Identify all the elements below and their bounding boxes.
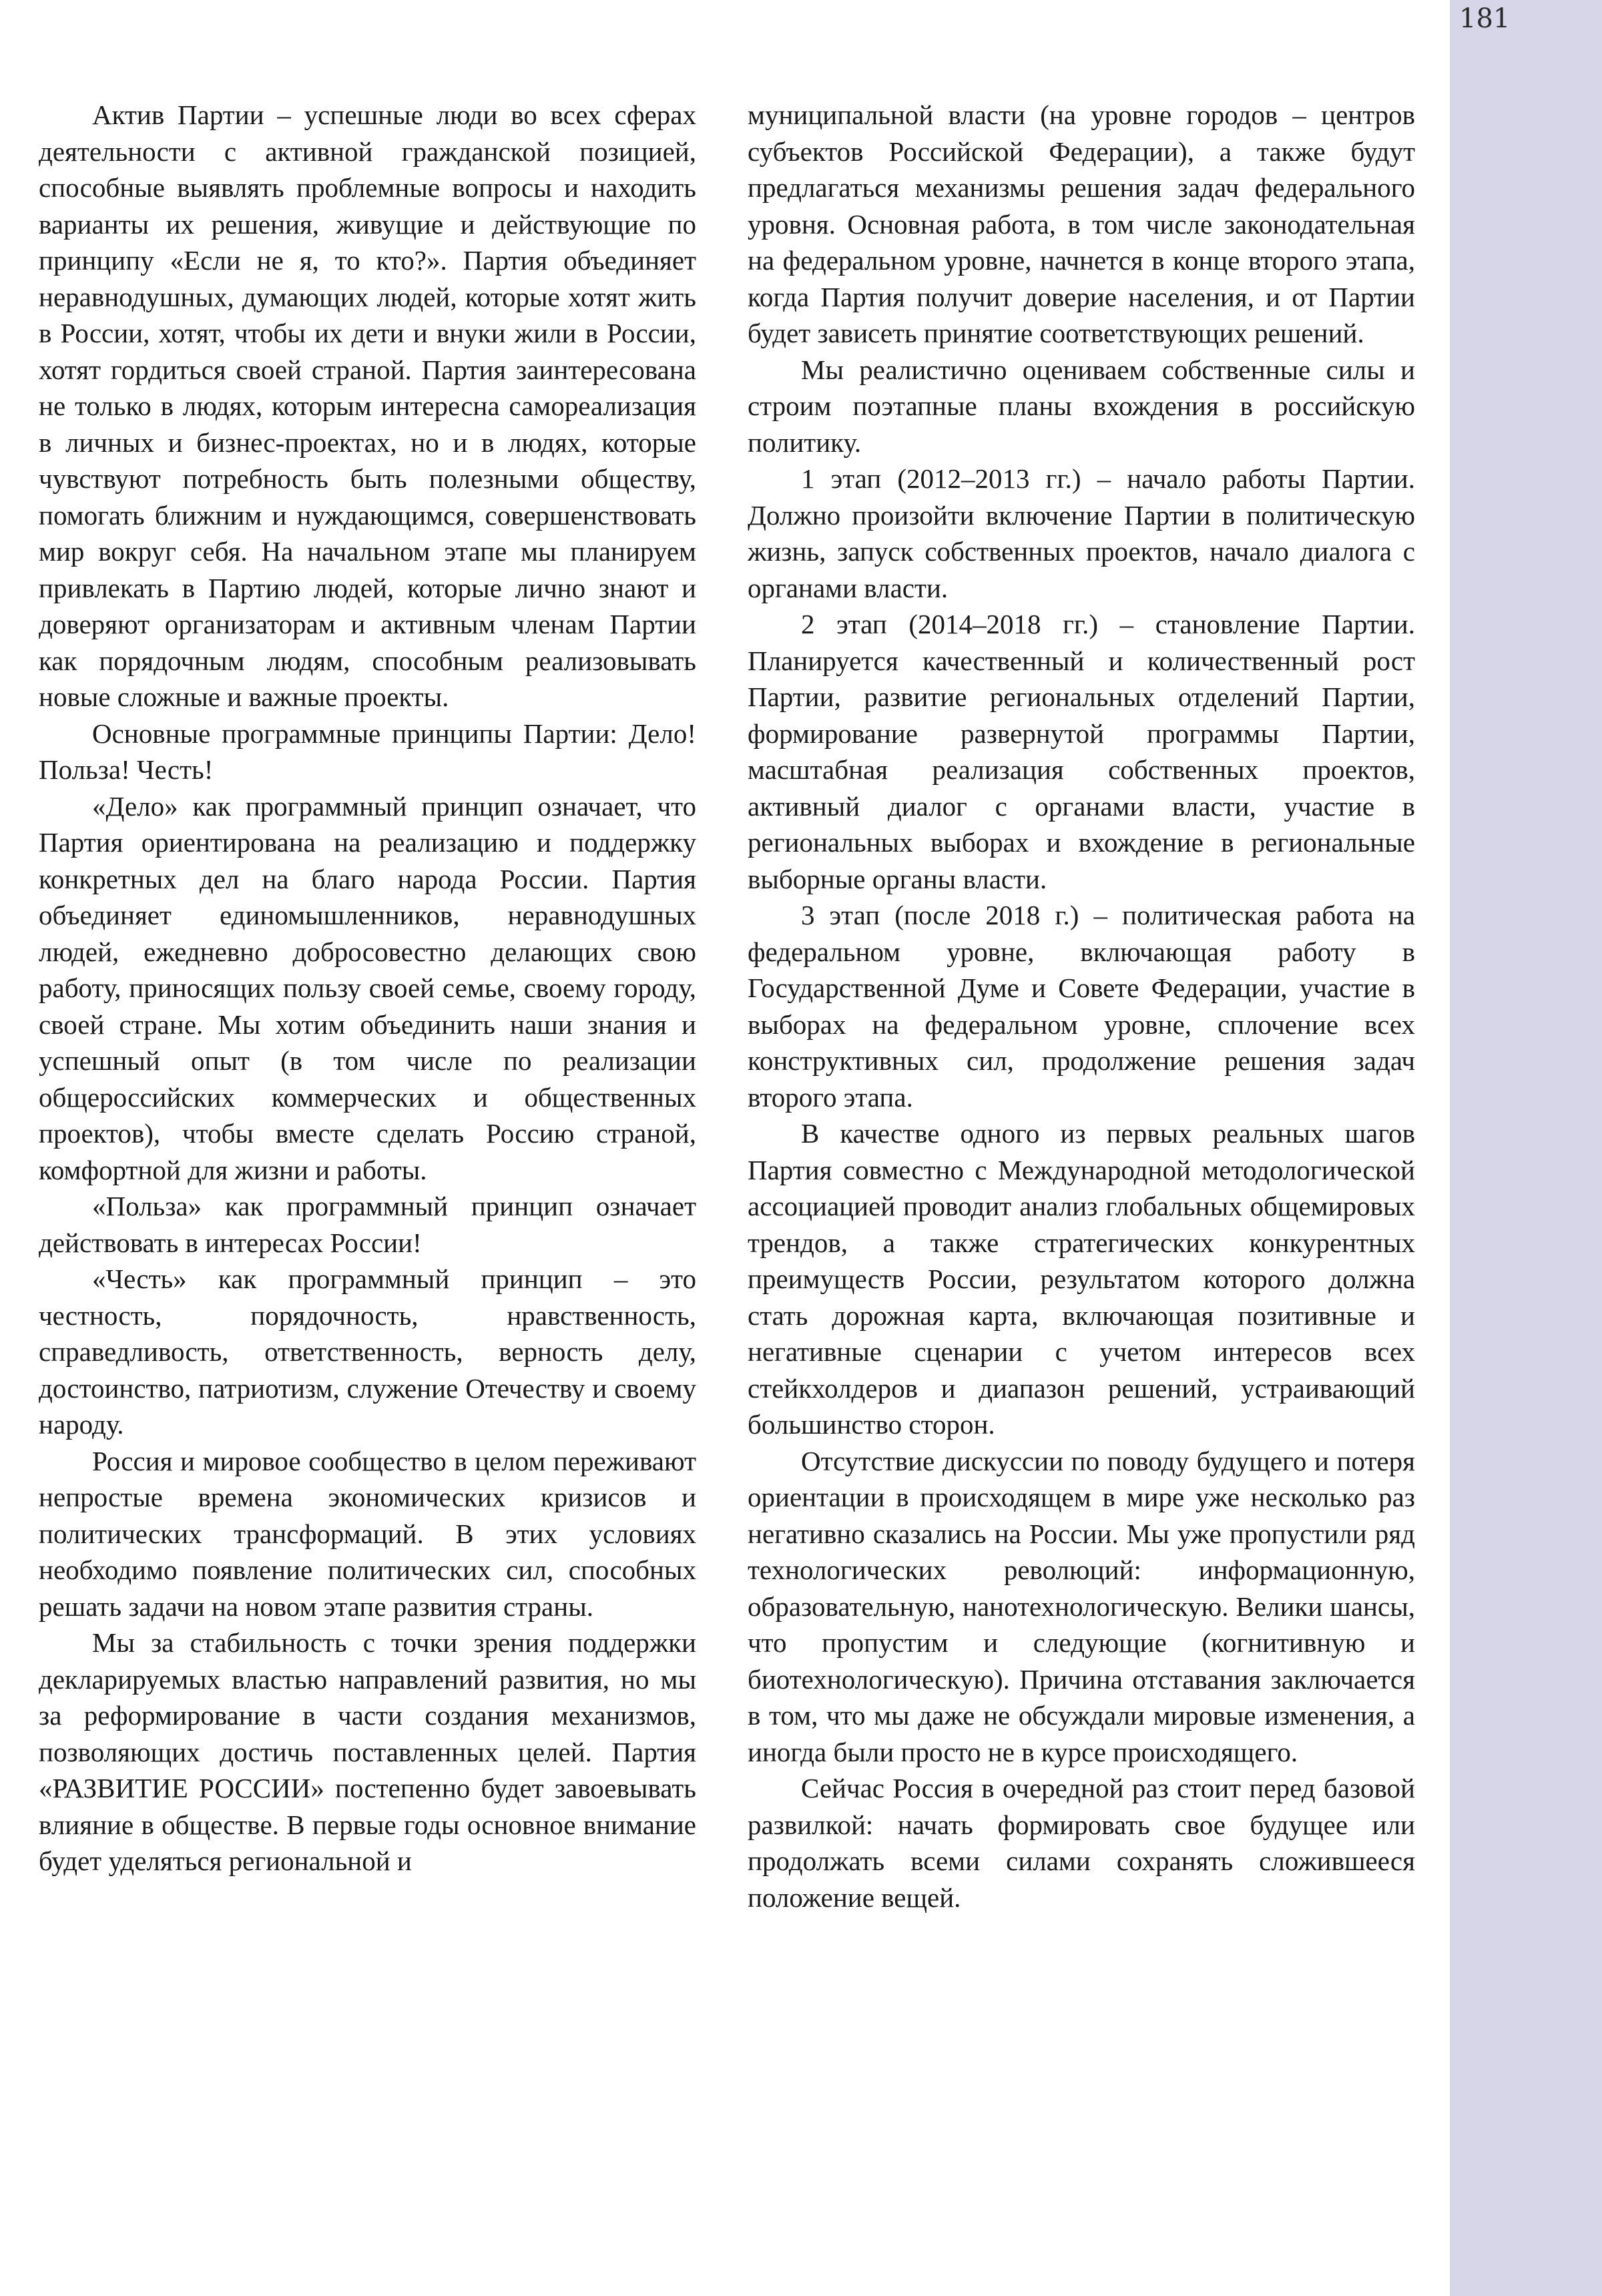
paragraph: Сейчас Россия в очередной раз стоит перед базовой развилкой: начать формировать свое будущее или продолжать всеми силами сохранять сложившееся положение вещей. <box>748 1773 1415 1913</box>
paragraph: Актив Партии – успешные люди во всех сферах деятельности с активной гражданской позицией, способные выявлять проблемные вопросы и находить варианты их решения, живущие и действующие по принципу «Если не я, то кто?». Партия объединяет неравнодушных, думающих людей, которые хотят жить в России, хотят, чтобы их дети и внуки жили в России, хотят гордиться своей страной. Партия заинтересована не только в людях, которым интересна самореализация в личных и бизнес-проектах, но и в людях, которые чувствуют потребность быть полезными обществу, помогать ближним и нуждающимся, совершенствовать мир вокруг себя. На начальном этапе мы планируем привлекать в Партию людей, которые лично знают и доверяют организаторам и активным членам Партии как порядочным людям, способным реализовывать новые сложные и важные проекты. <box>39 99 696 712</box>
paragraph: Отсутствие дискуссии по поводу будущего и потеря ориентации в происходящем в мире уже несколько раз негативно сказались на России. Мы уже пропустили ряд технологических революций: информационную, образовательную, нанотехнологическую. Велики шансы, что пропустим и следующие (когнитивную и биотехнологическую). Причина отставания заключается в том, что мы даже не обсуждали мировые изменения, а иногда были просто не в курсе происходящего. <box>748 1445 1415 1767</box>
paragraph: Мы за стабильность с точки зрения поддержки декларируемых властью направлений развития, но мы за реформирование в части создания механизмов, позволяющих достичь поставленных целей. Партия «РАЗВИТИЕ РОССИИ» постепенно будет завоевывать влияние в обществе. В первые годы основное внимание будет уделяться региональной и <box>39 1627 696 1876</box>
paragraph: В качестве одного из первых реальных шагов Партия совместно с Международной методологической ассоциацией проводит анализ глобальных общемировых трендов, а также стратегических конкурентных преимуществ России, результатом которого должна стать дорожная карта, включающая позитивные и негативные сценарии с учетом интересов всех стейкхолдеров и диапазон решений, устраивающий большинство сторон. <box>748 1118 1415 1440</box>
page-edge-band <box>1450 0 1602 2296</box>
right-column <box>748 97 1415 1916</box>
page-number: 181 <box>1459 3 1511 34</box>
paragraph: «Дело» как программный принцип означает, что Партия ориентирована на реализацию и поддержку конкретных дел на благо народа России. Партия объединяет единомышленников, неравнодушных людей, ежедневно добросовестно делающих свою работу, приносящих пользу своей семье, своему городу, своей стране. Мы хотим объединить наши знания и успешный опыт (в том числе по реализации общероссийских коммерческих и общественных проектов), чтобы вместе сделать Россию страной, комфортной для жизни и работы. <box>39 790 696 1185</box>
paragraph: 3 этап (после 2018 г.) – политическая работа на федеральном уровне, включающая работу в Государственной Думе и Совете Федерации, участие в выборах на федеральном уровне, сплочение всех конструктивных сил, продолжение решения задач второго этапа. <box>748 900 1415 1113</box>
paragraph: Основные программные принципы Партии: Дело! Польза! Честь! <box>39 718 696 785</box>
paragraph-continuation: муниципальной власти (на уровне городов – центров субъектов Российской Федерации), а также будут предлагаться механизмы решения задач федерального уровня. Основная работа, в том числе законодательная на федеральном уровне, начнется в конце второго этапа, когда Партия получит доверие населения, и от Партии будет зависеть принятие соответствующих решений. <box>748 99 1415 348</box>
paragraph: 1 этап (2012–2013 гг.) – начало работы Партии. Должно произойти включение Партии в политическую жизнь, запуск собственных проектов, начало диалога с органами власти. <box>748 463 1415 603</box>
paragraph: «Польза» как программный принцип означает действовать в интересах России! <box>39 1191 696 1258</box>
paragraph: «Честь» как программный принцип – это честность, порядочность, нравственность, справедливость, ответственность, верность делу, достоинство, патриотизм, служение Отечеству и своему народу. <box>39 1263 696 1440</box>
paragraph: 2 этап (2014–2018 гг.) – становление Партии. Планируется качественный и количественный рост Партии, развитие региональных отделений Партии, формирование развернутой программы Партии, масштабная реализация собственных проектов, активный диалог с органами власти, участие в региональных выборах и вхождение в региональные выборные органы власти. <box>748 609 1415 894</box>
paragraph: Мы реалистично оцениваем собственные силы и строим поэтапные планы вхождения в российскую политику. <box>748 354 1415 458</box>
left-column <box>39 97 696 1880</box>
paragraph: Россия и мировое сообщество в целом переживают непростые времена экономических кризисов и политических трансформаций. В этих условиях необходимо появление политических сил, способных решать задачи на новом этапе развития страны. <box>39 1445 696 1622</box>
